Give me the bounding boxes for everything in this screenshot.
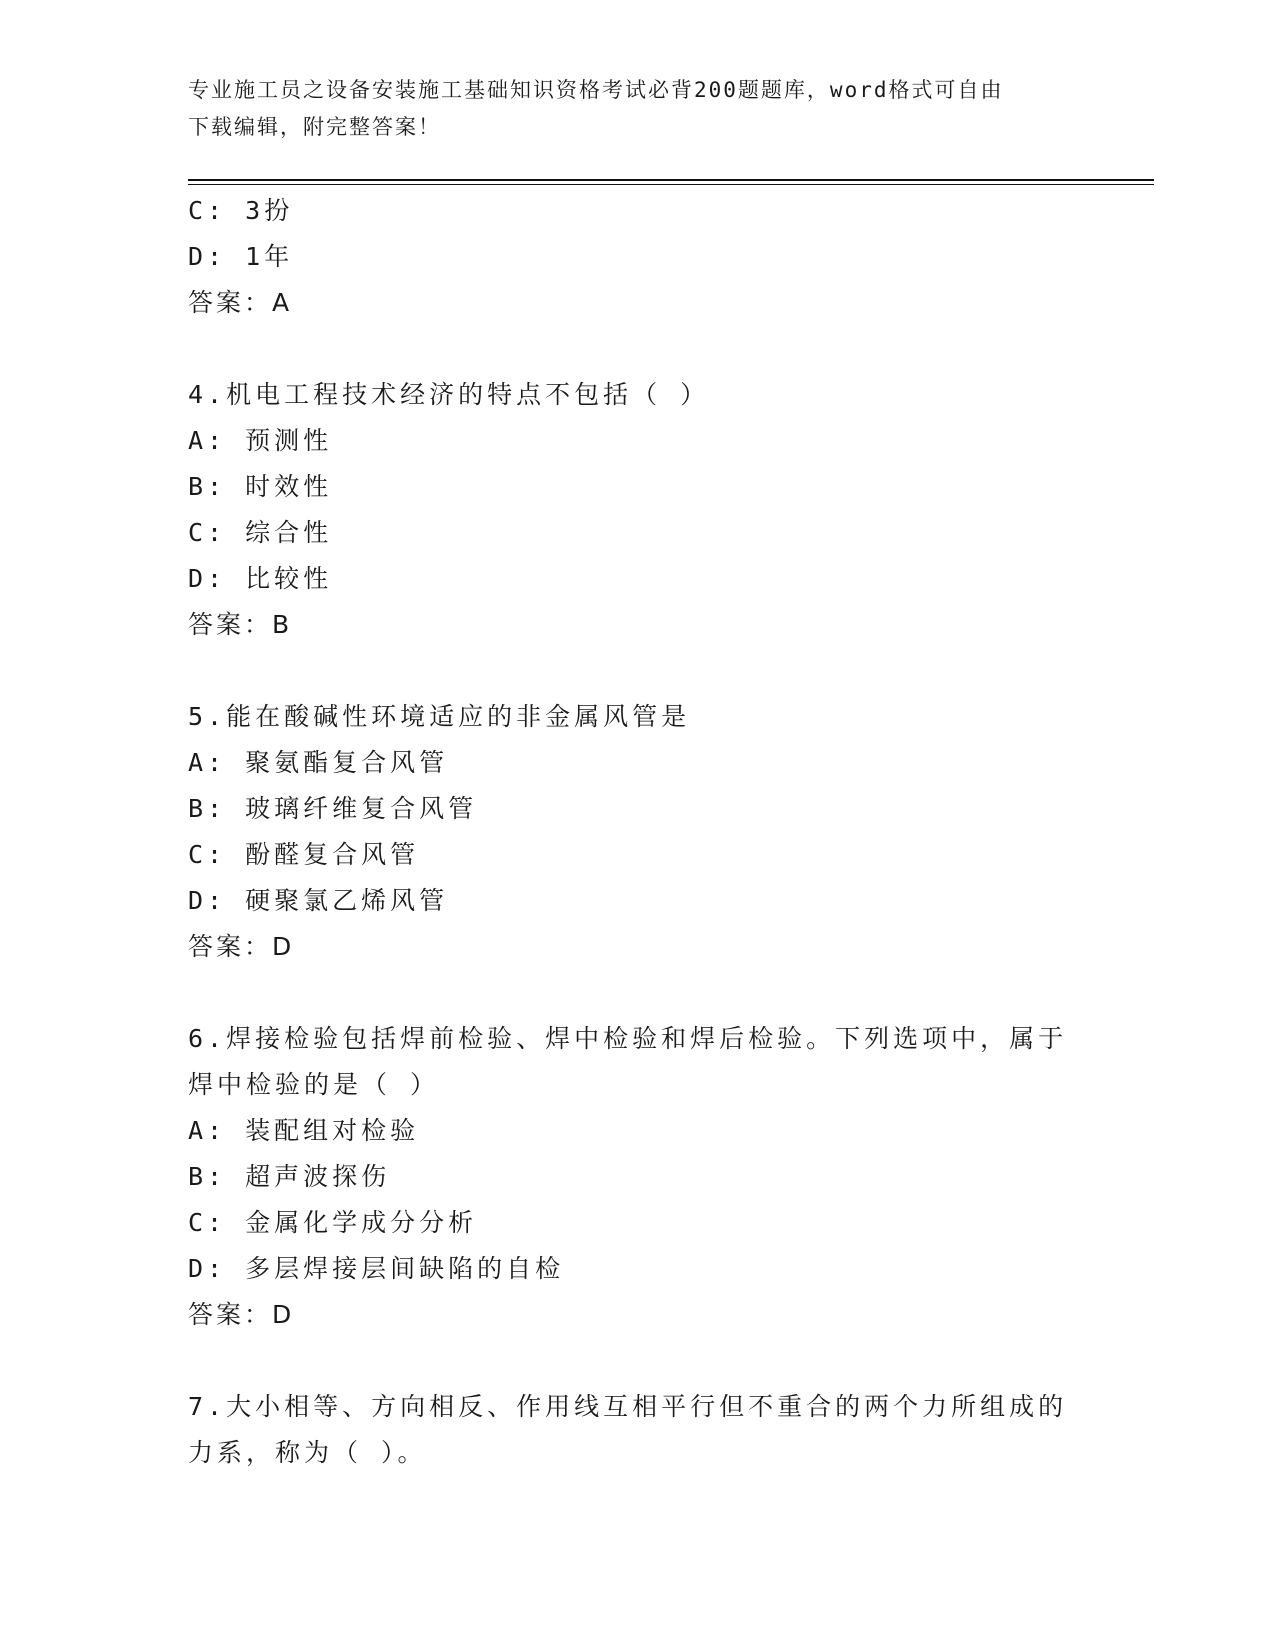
header-line-1: 专业施工员之设备安装施工基础知识资格考试必背200题题库，word格式可自由 [188, 78, 1004, 102]
question-block-7 [188, 1384, 1088, 1476]
question-stem-line-1: 6.焊接检验包括焊前检验、焊中检验和焊后检验。下列选项中，属于 [188, 1024, 1068, 1053]
question-stem-line-1: 7.大小相等、方向相反、作用线互相平行但不重合的两个力所组成的 [188, 1392, 1068, 1421]
option-c: C: 3扮 [188, 196, 294, 225]
header-line-2: 下载编辑，附完整答案！ [188, 115, 441, 139]
question-list [188, 188, 1088, 1476]
answer: 答案：A [188, 288, 293, 317]
header-divider-thick [188, 179, 1154, 181]
option-d: D: 多层焊接层间缺陷的自检 [188, 1254, 565, 1283]
option-c: C: 酚醛复合风管 [188, 840, 420, 869]
spacer [188, 970, 1088, 1016]
question-stem-line-2: 力系，称为（ ）。 [188, 1438, 427, 1467]
question-block-prev [188, 188, 1088, 326]
question-block-4 [188, 372, 1088, 648]
option-d: D: 1年 [188, 242, 294, 271]
option-c: C: 综合性 [188, 518, 333, 547]
question-stem-line-2: 焊中检验的是（ ） [188, 1070, 440, 1099]
spacer [188, 1338, 1088, 1384]
header-divider-thin [188, 184, 1154, 185]
option-d: D: 比较性 [188, 564, 333, 593]
option-b: B: 超声波探伤 [188, 1162, 391, 1191]
question-stem: 5.能在酸碱性环境适应的非金属风管是 [188, 702, 691, 731]
option-b: B: 玻璃纤维复合风管 [188, 794, 478, 823]
option-b: B: 时效性 [188, 472, 333, 501]
option-a: A: 装配组对检验 [188, 1116, 420, 1145]
answer: 答案：D [188, 1300, 295, 1329]
spacer [188, 326, 1088, 372]
option-c: C: 金属化学成分分析 [188, 1208, 478, 1237]
option-d: D: 硬聚氯乙烯风管 [188, 886, 449, 915]
answer: 答案：D [188, 932, 295, 961]
question-stem: 4.机电工程技术经济的特点不包括（ ） [188, 380, 710, 409]
question-block-6 [188, 1016, 1088, 1338]
spacer [188, 648, 1088, 694]
answer: 答案：B [188, 610, 293, 639]
question-block-5 [188, 694, 1088, 970]
document-header [188, 72, 1088, 146]
option-a: A: 聚氨酯复合风管 [188, 748, 449, 777]
option-a: A: 预测性 [188, 426, 333, 455]
